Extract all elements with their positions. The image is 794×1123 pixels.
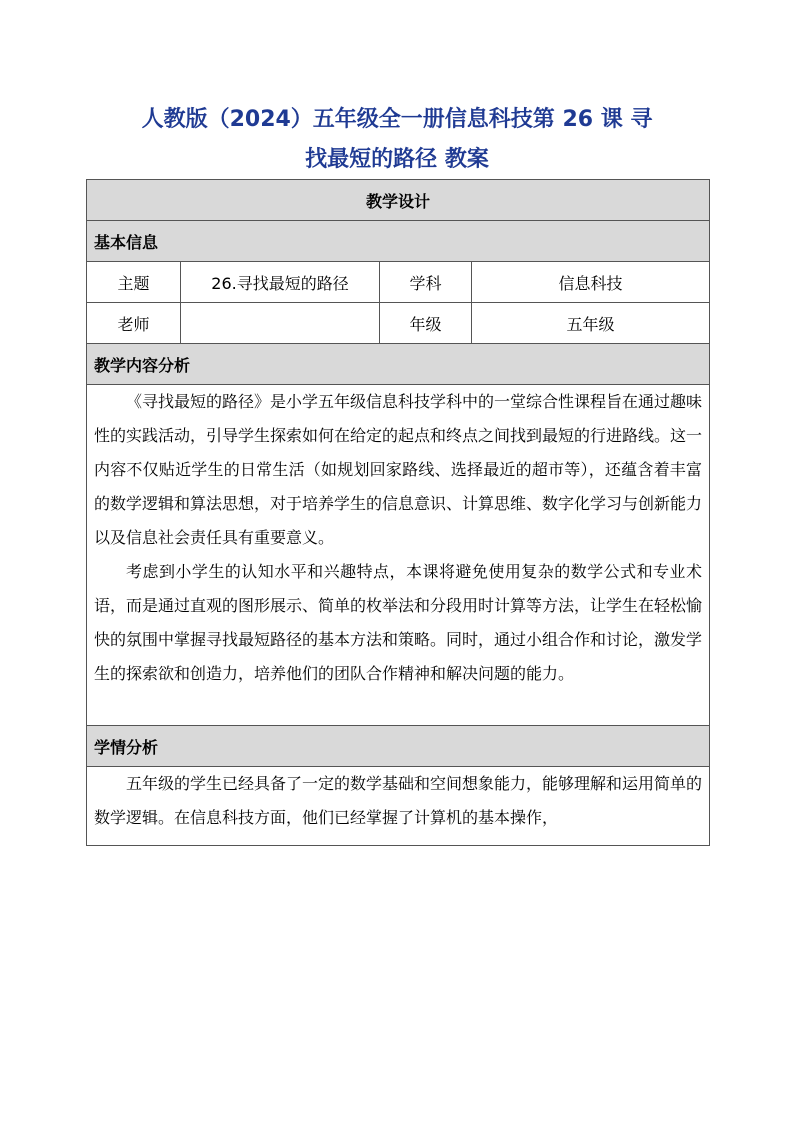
topic-label: 主题 xyxy=(87,262,181,303)
teacher-label: 老师 xyxy=(87,303,181,344)
grade-label: 年级 xyxy=(380,303,472,344)
learner-paragraph-1: 五年级的学生已经具备了一定的数学基础和空间想象能力，能够理解和运用简单的数学逻辑。在信息科技方面，他们已经掌握了计算机的基本操作， xyxy=(94,774,703,827)
content-analysis-heading: 教学内容分析 xyxy=(87,344,710,385)
title-line-2: 找最短的路径 教案 xyxy=(305,147,489,172)
teacher-value xyxy=(181,303,380,344)
content-paragraph-2: 考虑到小学生的认知水平和兴趣特点，本课将避免使用复杂的数学公式和专业术语，而是通过直观的图形展示、简单的枚举法和分段用时计算等方法，让学生在轻松愉快的氛围中掌握寻找最短路径的基本方法和策略。同时，通过小组合作和讨论，激发学生的探索欲和创造力，培养他们的团队合作精神和解决问题的能力。 xyxy=(94,562,703,683)
subject-label: 学科 xyxy=(380,262,472,303)
document-title xyxy=(110,100,684,180)
basic-info-heading: 基本信息 xyxy=(87,221,710,262)
lesson-plan-table xyxy=(86,179,710,846)
table-header: 教学设计 xyxy=(87,180,710,221)
learner-analysis-heading: 学情分析 xyxy=(87,726,710,767)
grade-value: 五年级 xyxy=(472,303,710,344)
learner-analysis-body xyxy=(87,767,710,846)
subject-value: 信息科技 xyxy=(472,262,710,303)
topic-value: 26.寻找最短的路径 xyxy=(181,262,380,303)
title-line-1: 人教版（2024）五年级全一册信息科技第 26 课 寻 xyxy=(141,107,653,132)
table-row xyxy=(87,262,710,303)
table-row xyxy=(87,303,710,344)
content-analysis-body xyxy=(87,385,710,726)
content-paragraph-1: 《寻找最短的路径》是小学五年级信息科技学科中的一堂综合性课程旨在通过趣味性的实践活动，引导学生探索如何在给定的起点和终点之间找到最短的行进路线。这一内容不仅贴近学生的日常生活（如规划回家路线、选择最近的超市等），还蕴含着丰富的数学逻辑和算法思想，对于培养学生的信息意识、计算思维、数字化学习与创新能力以及信息社会责任具有重要意义。 xyxy=(94,392,703,547)
